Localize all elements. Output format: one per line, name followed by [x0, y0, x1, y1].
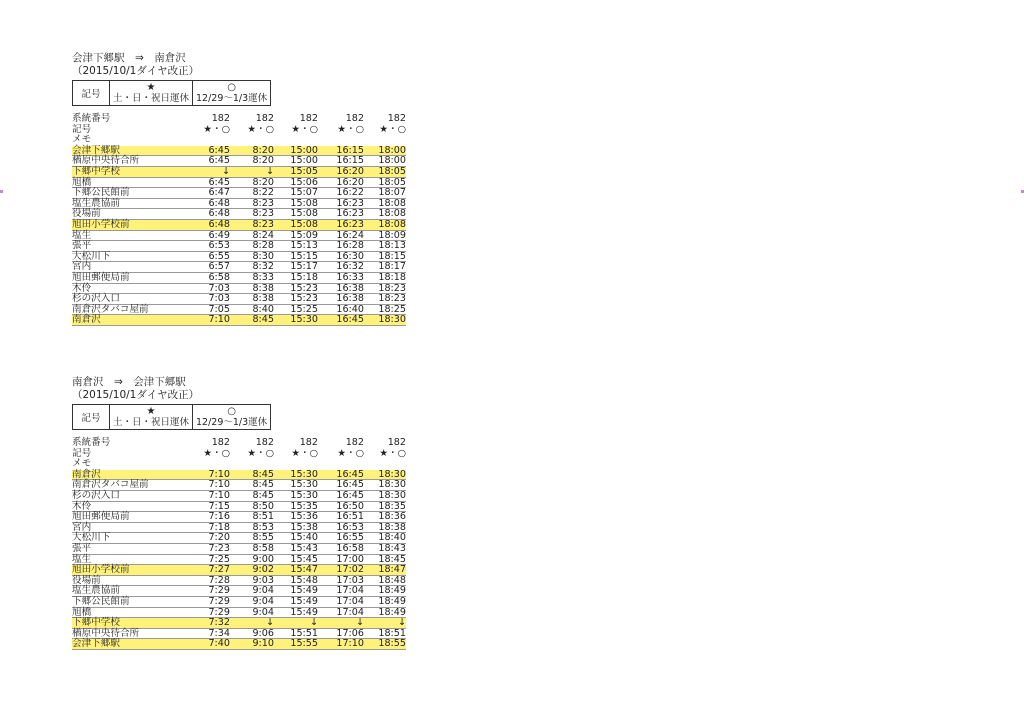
departure-time: 18:13 — [378, 240, 406, 252]
departure-time: 16:45 — [336, 489, 364, 501]
departure-time: 15:51 — [290, 627, 318, 639]
departure-time: ↓ — [265, 617, 274, 629]
departure-time: 8:45 — [252, 468, 274, 480]
departure-time: 18:00 — [378, 144, 406, 156]
legend-item — [193, 405, 271, 430]
header-value: 182 — [255, 113, 274, 124]
stop-row — [72, 220, 406, 231]
departure-time: ↓ — [309, 617, 318, 629]
departure-time: 15:06 — [290, 176, 318, 188]
route-title: 会津下郷駅 ⇒ 南倉沢 — [72, 52, 186, 64]
header-label: メモ — [72, 134, 92, 146]
header-value: ★・○ — [203, 447, 230, 459]
departure-time: 16:50 — [336, 500, 364, 512]
departure-time: 15:23 — [290, 282, 318, 294]
header-value: 182 — [345, 113, 364, 124]
stop-name: 会津下郷駅 — [72, 638, 120, 650]
departure-time: 15:35 — [290, 500, 318, 512]
departure-time: 7:23 — [208, 542, 230, 554]
departure-time: 18:05 — [378, 176, 406, 188]
departure-time: 6:45 — [208, 176, 230, 188]
stop-name: 楢原中央待合所 — [72, 627, 140, 639]
departure-time: 7:10 — [208, 468, 230, 480]
departure-time: 18:15 — [378, 250, 406, 262]
departure-time: 18:17 — [378, 261, 406, 273]
departure-time: 8:38 — [252, 293, 274, 305]
header-row — [72, 449, 406, 460]
departure-time: 7:10 — [208, 314, 230, 326]
departure-time: 8:24 — [252, 229, 274, 241]
departure-time: 8:20 — [252, 155, 274, 167]
departure-time: 16:23 — [336, 218, 364, 230]
departure-time: 6:48 — [208, 218, 230, 230]
edge-mark-left — [0, 190, 3, 193]
header-value: ★・○ — [247, 447, 274, 459]
departure-time: 17:06 — [336, 627, 364, 639]
stop-name: 南倉沢タバコ屋前 — [72, 303, 149, 315]
stop-name: 塩生 — [72, 553, 92, 565]
departure-time: 16:45 — [336, 468, 364, 480]
departure-time: 8:23 — [252, 208, 274, 220]
departure-time: 16:23 — [336, 197, 364, 209]
departure-time: 15:07 — [290, 187, 318, 199]
departure-time: 16:15 — [336, 155, 364, 167]
stop-row — [72, 167, 406, 178]
departure-time: 15:47 — [290, 564, 318, 576]
departure-time: 16:58 — [336, 542, 364, 554]
departure-time: 17:04 — [336, 606, 364, 618]
header-value: ★・○ — [379, 123, 406, 135]
departure-time: 15:08 — [290, 208, 318, 220]
stop-name: 木伶 — [72, 282, 92, 294]
stop-name: 宮内 — [72, 261, 92, 273]
stop-name: 張平 — [72, 240, 92, 252]
stop-name: 南倉沢 — [72, 314, 101, 326]
legend-label: 12/29〜1/3運休 — [196, 92, 268, 104]
timetable-section-outbound — [72, 52, 412, 326]
departure-time: 16:45 — [336, 479, 364, 491]
departure-time: 16:30 — [336, 250, 364, 262]
stop-name: 南倉沢タバコ屋前 — [72, 479, 149, 491]
departure-time: 8:50 — [252, 500, 274, 512]
departure-time: 6:58 — [208, 271, 230, 283]
legend-symbol: ○ — [227, 405, 236, 417]
timetable — [72, 114, 406, 326]
departure-time: 7:05 — [208, 303, 230, 315]
departure-time: 18:09 — [378, 229, 406, 241]
departure-time: 7:34 — [208, 627, 230, 639]
stop-name: 旭橋 — [72, 606, 92, 618]
departure-time: 7:29 — [208, 606, 230, 618]
departure-time: 7:03 — [208, 282, 230, 294]
header-value: 182 — [255, 437, 274, 448]
header-row — [72, 125, 406, 136]
stop-row — [72, 639, 406, 650]
departure-time: 15:49 — [290, 595, 318, 607]
header-label: メモ — [72, 458, 92, 470]
stop-name: 楢原中央待合所 — [72, 155, 140, 167]
departure-time: 18:40 — [378, 532, 406, 544]
departure-time: 9:02 — [252, 564, 274, 576]
departure-time: 15:08 — [290, 218, 318, 230]
header-value: 182 — [387, 113, 406, 124]
stop-name: 役場前 — [72, 574, 101, 586]
departure-time: 18:08 — [378, 197, 406, 209]
departure-time: 9:04 — [252, 606, 274, 618]
header-label: 記号 — [72, 447, 92, 459]
departure-time: 18:51 — [378, 627, 406, 639]
departure-time: 8:38 — [252, 282, 274, 294]
departure-time: 8:30 — [252, 250, 274, 262]
departure-time: 6:48 — [208, 197, 230, 209]
departure-time: 7:18 — [208, 521, 230, 533]
departure-time: ↓ — [221, 165, 230, 177]
departure-time: 15:49 — [290, 606, 318, 618]
timetable — [72, 438, 406, 650]
departure-time: 15:23 — [290, 293, 318, 305]
departure-time: 18:30 — [378, 479, 406, 491]
header-value: 182 — [299, 113, 318, 124]
header-row — [72, 438, 406, 449]
departure-time: 15:25 — [290, 303, 318, 315]
departure-time: 16:45 — [336, 314, 364, 326]
departure-time: 18:07 — [378, 187, 406, 199]
departure-time: ↓ — [265, 165, 274, 177]
departure-time: 7:03 — [208, 293, 230, 305]
departure-time: 6:45 — [208, 144, 230, 156]
legend-label: 土・日・祝日運休 — [113, 416, 190, 428]
departure-time: 16:55 — [336, 532, 364, 544]
departure-time: 9:04 — [252, 595, 274, 607]
departure-time: 15:30 — [290, 314, 318, 326]
header-value: 182 — [345, 437, 364, 448]
stop-name: 下郷中学校 — [72, 617, 120, 629]
stop-name: 旭田郵便局前 — [72, 511, 130, 523]
departure-time: 7:16 — [208, 511, 230, 523]
departure-time: 17:10 — [336, 638, 364, 650]
timetable-section-return — [72, 376, 412, 650]
departure-time: 7:27 — [208, 564, 230, 576]
header-value: 182 — [211, 437, 230, 448]
departure-time: 6:57 — [208, 261, 230, 273]
departure-time: 18:36 — [378, 511, 406, 523]
legend-label: 土・日・祝日運休 — [113, 92, 190, 104]
departure-time: 16:53 — [336, 521, 364, 533]
departure-time: 18:30 — [378, 468, 406, 480]
stop-row — [72, 597, 406, 608]
departure-time: 15:48 — [290, 574, 318, 586]
departure-time: 8:45 — [252, 314, 274, 326]
departure-time: 15:30 — [290, 468, 318, 480]
departure-time: 8:32 — [252, 261, 274, 273]
departure-time: 15:30 — [290, 479, 318, 491]
stop-name: 杉の沢入口 — [72, 489, 120, 501]
departure-time: 17:03 — [336, 574, 364, 586]
departure-time: 18:49 — [378, 595, 406, 607]
departure-time: 7:40 — [208, 638, 230, 650]
legend-key-label: 記号 — [73, 405, 110, 430]
departure-time: 18:55 — [378, 638, 406, 650]
departure-time: 15:55 — [290, 638, 318, 650]
legend-item — [110, 81, 193, 106]
stop-row — [72, 544, 406, 555]
legend-key-label: 記号 — [73, 81, 110, 106]
departure-time: 18:48 — [378, 574, 406, 586]
departure-time: 18:25 — [378, 303, 406, 315]
stop-name: 杉の沢入口 — [72, 293, 120, 305]
departure-time: 15:36 — [290, 511, 318, 523]
header-value: ★・○ — [337, 447, 364, 459]
departure-time: 15:15 — [290, 250, 318, 262]
stop-row — [72, 273, 406, 284]
departure-time: 16:38 — [336, 282, 364, 294]
departure-time: 6:55 — [208, 250, 230, 262]
departure-time: 16:24 — [336, 229, 364, 241]
departure-time: 7:32 — [208, 617, 230, 629]
departure-time: 18:49 — [378, 585, 406, 597]
departure-time: 18:45 — [378, 553, 406, 565]
departure-time: 8:45 — [252, 479, 274, 491]
departure-time: 16:22 — [336, 187, 364, 199]
departure-time: 9:03 — [252, 574, 274, 586]
legend-symbol: ★ — [146, 405, 156, 417]
departure-time: ↓ — [397, 617, 406, 629]
departure-time: 17:00 — [336, 553, 364, 565]
departure-time: 18:49 — [378, 606, 406, 618]
departure-time: 7:10 — [208, 489, 230, 501]
stop-name: 下郷中学校 — [72, 165, 120, 177]
departure-time: 7:29 — [208, 585, 230, 597]
departure-time: 8:28 — [252, 240, 274, 252]
departure-time: 15:00 — [290, 144, 318, 156]
departure-time: 17:02 — [336, 564, 364, 576]
departure-time: 6:53 — [208, 240, 230, 252]
departure-time: 16:28 — [336, 240, 364, 252]
stop-name: 旭田小学校前 — [72, 218, 130, 230]
departure-time: 17:04 — [336, 595, 364, 607]
stop-name: 役場前 — [72, 208, 101, 220]
departure-time: 17:04 — [336, 585, 364, 597]
departure-time: 8:22 — [252, 187, 274, 199]
stop-name: 塩生 — [72, 229, 92, 241]
departure-time: 15:38 — [290, 521, 318, 533]
header-value: 182 — [387, 437, 406, 448]
header-value: ★・○ — [291, 123, 318, 135]
departure-time: 8:33 — [252, 271, 274, 283]
header-value: ★・○ — [379, 447, 406, 459]
stop-name: 旭橋 — [72, 176, 92, 188]
departure-time: 18:47 — [378, 564, 406, 576]
departure-time: 15:13 — [290, 240, 318, 252]
departure-time: 18:05 — [378, 165, 406, 177]
departure-time: 8:20 — [252, 144, 274, 156]
stop-name: 木伶 — [72, 500, 92, 512]
departure-time: 18:18 — [378, 271, 406, 283]
stop-name: 大松川下 — [72, 250, 111, 262]
stop-name: 宮内 — [72, 521, 92, 533]
stop-name: 南倉沢 — [72, 468, 101, 480]
departure-time: 16:40 — [336, 303, 364, 315]
departure-time: 15:49 — [290, 585, 318, 597]
legend-item — [193, 81, 271, 106]
departure-time: 16:51 — [336, 511, 364, 523]
departure-time: 8:45 — [252, 489, 274, 501]
header-value: ★・○ — [203, 123, 230, 135]
revision-note: （2015/10/1ダイヤ改正） — [72, 65, 200, 77]
departure-time: 16:33 — [336, 271, 364, 283]
departure-time: 18:30 — [378, 489, 406, 501]
departure-time: 8:53 — [252, 521, 274, 533]
departure-time: 7:28 — [208, 574, 230, 586]
header-value: 182 — [211, 113, 230, 124]
header-label: 系統番号 — [72, 437, 111, 448]
departure-time: 15:05 — [290, 165, 318, 177]
stop-name: 大松川下 — [72, 532, 111, 544]
departure-time: 16:20 — [336, 176, 364, 188]
departure-time: 18:08 — [378, 208, 406, 220]
departure-time: 8:51 — [252, 511, 274, 523]
header-value: ★・○ — [247, 123, 274, 135]
departure-time: 6:45 — [208, 155, 230, 167]
departure-time: 9:00 — [252, 553, 274, 565]
legend-table — [72, 404, 271, 430]
revision-note: （2015/10/1ダイヤ改正） — [72, 389, 200, 401]
legend-item — [110, 405, 193, 430]
departure-time: 6:47 — [208, 187, 230, 199]
departure-time: 15:08 — [290, 197, 318, 209]
stop-name: 会津下郷駅 — [72, 144, 120, 156]
departure-time: 16:38 — [336, 293, 364, 305]
departure-time: 18:23 — [378, 282, 406, 294]
departure-time: 15:43 — [290, 542, 318, 554]
departure-time: 16:20 — [336, 165, 364, 177]
departure-time: 15:40 — [290, 532, 318, 544]
departure-time: 18:08 — [378, 218, 406, 230]
legend-symbol: ○ — [227, 81, 236, 93]
departure-time: 15:17 — [290, 261, 318, 273]
departure-time: 18:00 — [378, 155, 406, 167]
header-value: ★・○ — [337, 123, 364, 135]
departure-time: 18:43 — [378, 542, 406, 554]
departure-time: 16:32 — [336, 261, 364, 273]
departure-time: 7:15 — [208, 500, 230, 512]
departure-time: 8:40 — [252, 303, 274, 315]
departure-time: 8:23 — [252, 197, 274, 209]
departure-time: 7:10 — [208, 479, 230, 491]
stop-name: 下郷公民館前 — [72, 595, 130, 607]
departure-time: 15:18 — [290, 271, 318, 283]
header-value: ★・○ — [291, 447, 318, 459]
departure-time: 6:49 — [208, 229, 230, 241]
departure-time: 8:55 — [252, 532, 274, 544]
departure-time: 15:45 — [290, 553, 318, 565]
stop-name: 下郷公民館前 — [72, 187, 130, 199]
departure-time: 15:00 — [290, 155, 318, 167]
departure-time: 7:20 — [208, 532, 230, 544]
departure-time: 15:09 — [290, 229, 318, 241]
departure-time: ↓ — [355, 617, 364, 629]
departure-time: 7:25 — [208, 553, 230, 565]
legend-label: 12/29〜1/3運休 — [196, 416, 268, 428]
route-title: 南倉沢 ⇒ 会津下郷駅 — [72, 376, 186, 388]
stop-name: 塩生農協前 — [72, 585, 120, 597]
stop-name: 旭田小学校前 — [72, 564, 130, 576]
departure-time: 18:38 — [378, 521, 406, 533]
header-label: 系統番号 — [72, 113, 111, 124]
legend-symbol: ★ — [146, 81, 156, 93]
departure-time: 9:10 — [252, 638, 274, 650]
legend-table — [72, 80, 271, 106]
header-value: 182 — [299, 437, 318, 448]
departure-time: 16:15 — [336, 144, 364, 156]
stop-name: 旭田郵便局前 — [72, 271, 130, 283]
header-row — [72, 114, 406, 125]
departure-time: 6:48 — [208, 208, 230, 220]
departure-time: 8:58 — [252, 542, 274, 554]
departure-time: 8:23 — [252, 218, 274, 230]
departure-time: 18:35 — [378, 500, 406, 512]
departure-time: 15:30 — [290, 489, 318, 501]
stop-row — [72, 315, 406, 326]
stop-name: 張平 — [72, 542, 92, 554]
departure-time: 9:06 — [252, 627, 274, 639]
departure-time: 18:23 — [378, 293, 406, 305]
departure-time: 9:04 — [252, 585, 274, 597]
departure-time: 16:23 — [336, 208, 364, 220]
header-label: 記号 — [72, 123, 92, 135]
stop-name: 塩生農協前 — [72, 197, 120, 209]
departure-time: 7:29 — [208, 595, 230, 607]
stop-row — [72, 491, 406, 502]
departure-time: 8:20 — [252, 176, 274, 188]
departure-time: 18:30 — [378, 314, 406, 326]
